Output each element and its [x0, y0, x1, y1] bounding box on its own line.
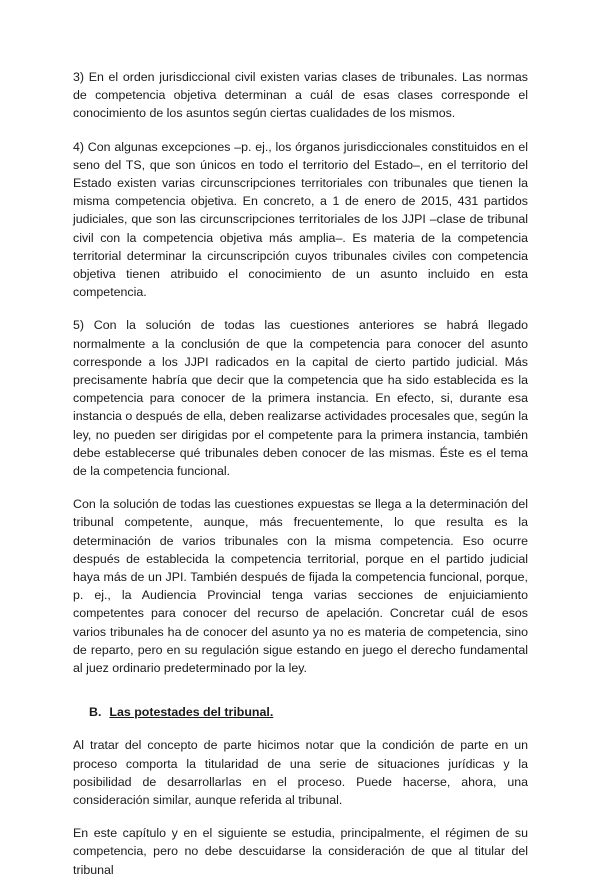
section-letter: B.	[89, 705, 102, 720]
paragraph-reparto: Con la solución de todas las cuestiones expuestas se llega a la determinación del tribunal competente, aunque, más frecuentemente, lo que resulta es la determinación de varios tribunales con la misma competencia. Eso ocurre después de establecida la competencia territorial, porque en el partido judicial haya más de un JPI. También después de fijada la competencia funcional, porque, p. ej., la Audiencia Provincial tenga varias secciones de enjuiciamiento competentes para conocer del recurso de apelación. Concretar cuál de esos varios tribunales ha de conocer del asunto ya no es materia de competencia, sino de reparto, pero en su regulación sigue estando en juego el derecho fundamental al juez ordinario predeterminado por la ley.	[73, 497, 528, 676]
document-page	[73, 68, 528, 879]
paragraph-4-competencia-territorial: 4) Con algunas excepciones –p. ej., los órganos jurisdiccionales constituidos en el seno del TS, que son únicos en todo el territorio del Estado–, en el territorio del Estado existen varias circunscripciones territoriales con tribunales que tienen la misma competencia objetiva. En concreto, a 1 de enero de 2015, 431 partidos judiciales, que son las circunscripciones territoriales de los JJPI –clase de tribunal civil con la competencia objetiva más amplia–. Es materia de la competencia territorial determinar la circunscripción cuyos tribunales civiles con competencia objetiva tienen atribuido el conocimiento de un asunto incluido en esta competencia.	[73, 139, 528, 300]
paragraph-3-competencia-objetiva: 3) En el orden jurisdiccional civil existen varias clases de tribunales. Las normas de competencia objetiva determinan a cuál de esas clases corresponde el conocimiento de los asuntos según ciertas cualidades de los mismos.	[73, 70, 528, 121]
paragraph-capitulo-competencia: En este capítulo y en el siguiente se estudia, principalmente, el régimen de su competencia, pero no debe descuidarse la consideración de que al titular del tribunal	[73, 826, 528, 877]
paragraph-5-competencia-funcional: 5) Con la solución de todas las cuestiones anteriores se habrá llegado normalmente a la conclusión de que la competencia para conocer del asunto corresponde a los JJPI radicados en la capital de cierto partido judicial. Más precisamente habría que decir que la competencia que ha sido establecida es la competencia para conocer de la primera instancia. En efecto, si, durante esa instancia o después de ella, deben realizarse actividades procesales que, según la ley, no pueden ser dirigidas por el competente para la primera instancia, también debe establecerse qué tribunales deben conocer de las mismas. Éste es el tema de la competencia funcional.	[73, 318, 528, 479]
paragraph-concepto-de-parte: Al tratar del concepto de parte hicimos notar que la condición de parte en un proceso comporta la titularidad de una serie de situaciones jurídicas y la posibilidad de desarrollarlas en el proceso. Puede hacerse, ahora, una consideración similar, aunque referida al tribunal.	[73, 738, 528, 807]
section-title: Las potestades del tribunal.	[109, 705, 274, 720]
section-heading	[89, 703, 528, 721]
